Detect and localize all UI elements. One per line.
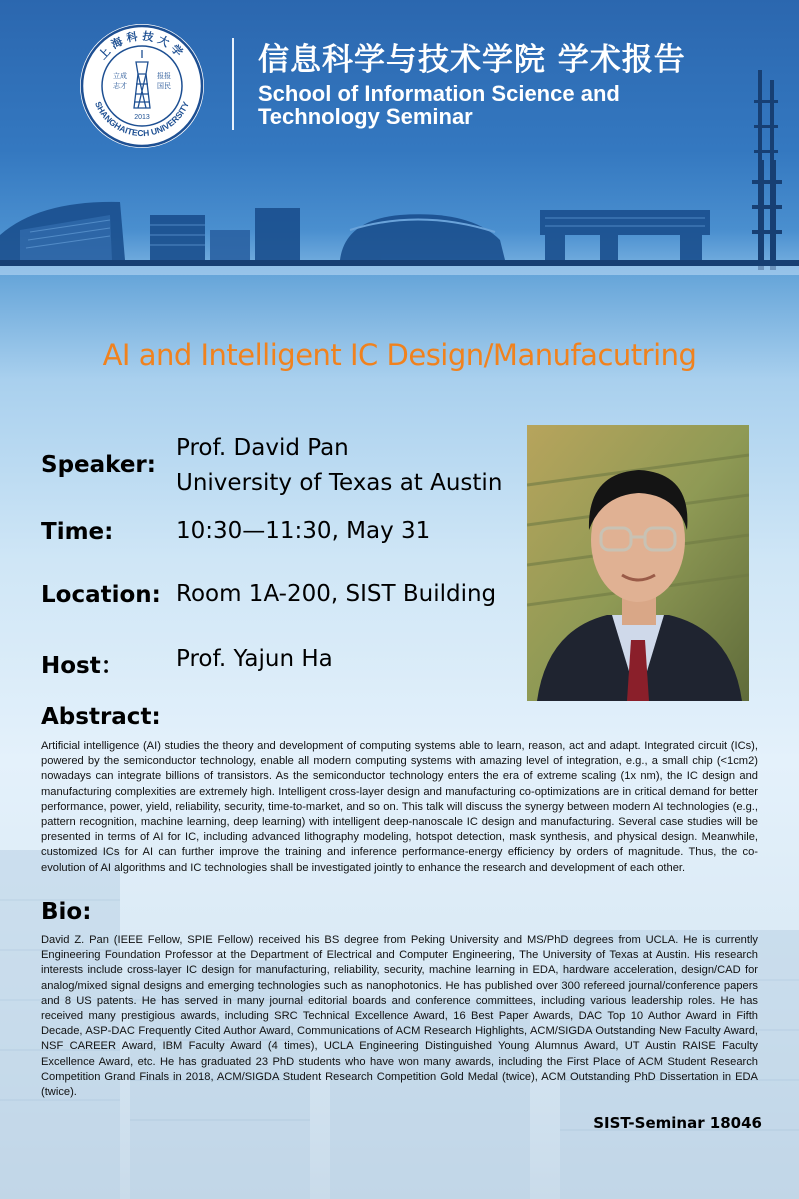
time-label: Time: [41, 519, 114, 545]
location-value: Room 1A-200, SIST Building [176, 581, 497, 607]
header-divider [232, 38, 234, 130]
campus-skyline-illustration [0, 160, 799, 275]
logo-motto-left: 立成 [113, 72, 127, 80]
header-title-english-line2: Technology Seminar [258, 104, 473, 129]
university-seal-logo [78, 22, 206, 150]
logo-motto-right-2: 国民 [157, 82, 171, 90]
talk-title: AI and Intelligent IC Design/Manufacutring [102, 338, 697, 372]
speaker-label: Speaker: [41, 452, 156, 478]
time-value: 10:30—11:30, May 31 [176, 518, 431, 544]
header-title-chinese: 信息科学与技术学院 学术报告 [258, 42, 686, 78]
logo-bottom-text: SHANGHAITECH UNIVERSITY [93, 99, 191, 139]
speaker-photo [527, 425, 749, 701]
seminar-id: SIST-Seminar 18046 [593, 1114, 762, 1132]
abstract-heading: Abstract: [41, 704, 161, 730]
host-label: Host： [41, 653, 124, 679]
abstract-text: Artificial intelligence (AI) studies the theory and development of computing systems able to learn, reason, act and adapt. Integrated circuit (ICs), powered by the semiconductor technology, enable all modern computing systems with amazing level of integration, e.g., a small chip (<1cm2) nowadays can integrate billions of transistors. As the semiconductor technology enters the era of extreme scaling (1x nm), the IC design and manufacturing complexities are extremely high. Intelligent cross-layer design and manufacturing co-optimizations are in critical demand for better performance, power, yield, reliability, security, time-to-market, and so on. This talk will discuss the synergy between modern AI technologies (e.g., pattern recognition, machine learning, deep learning) with intelligent deep-nanoscale IC design and manufacturing. Several case studies will be presented in terms of AI for IC, including advanced lithography modeling, hotspot detection, mask synthesis, and physical design. Meanwhile, customized ICs for AI can further improve the training and inference performance-energy efficiency by orders of magnitude. Thus, the co-evolution of AI algorithms and IC technologies shall be investigated jointly to enhance the research and development of each other. [41, 740, 758, 874]
header-banner [0, 0, 799, 275]
location-label: Location: [41, 582, 161, 608]
logo-motto-right: 报报 [157, 72, 171, 80]
bio-text: David Z. Pan (IEEE Fellow, SPIE Fellow) received his BS degree from Peking University and MS/PhD degrees from UCLA. He is currently Engineering Foundation Professor at the Department of Electrical and Computer Engineering, The University of Texas at Austin. His research interests include cross-layer IC design for manufacturing, reliability, security, machine learning in EDA, hardware acceleration, design/CAD for analog/mixed signal designs and emerging technologies such as nanophotonics. He has published over 300 refereed journal/conference papers and 8 US patents. He has served in many journal editorial boards and conference committees, including various leadership roles. He has received many prestigious awards, including SRC Technical Excellence Award, 16 Best Paper Awards, DAC Top 10 Author Award in Fifth Decade, ASP-DAC Frequently Cited Author Award, Communications of ACM Research Highlights, ACM/SIGDA Outstanding New Faculty Award, NSF CAREER Award, IBM Faculty Award (4 times), UCLA Engineering Distinguished Young Alumnus Award, UT Austin RAISE Faculty Excellence Award, etc. He has graduated 23 PhD students who have won many awards, including the First Place of ACM Student Research Competition Grand Finals in 2018, ACM/SIGDA Student Research Competition Gold Medal (twice), ACM Outstanding PhD Dissertation in EDA (twice). [41, 934, 758, 1099]
speaker-affiliation: University of Texas at Austin [176, 470, 503, 496]
logo-motto-left-2: 志才 [113, 82, 127, 90]
header-title-english-line1: School of Information Science and [258, 81, 620, 106]
logo-year: 2013 [134, 114, 150, 121]
tower-top-icon [740, 70, 790, 180]
host-value: Prof. Yajun Ha [176, 646, 333, 672]
speaker-name: Prof. David Pan [176, 435, 349, 461]
header-title-english [258, 82, 698, 128]
bio-heading: Bio: [41, 899, 92, 925]
logo-top-text: 上海科技大学 [96, 29, 188, 63]
